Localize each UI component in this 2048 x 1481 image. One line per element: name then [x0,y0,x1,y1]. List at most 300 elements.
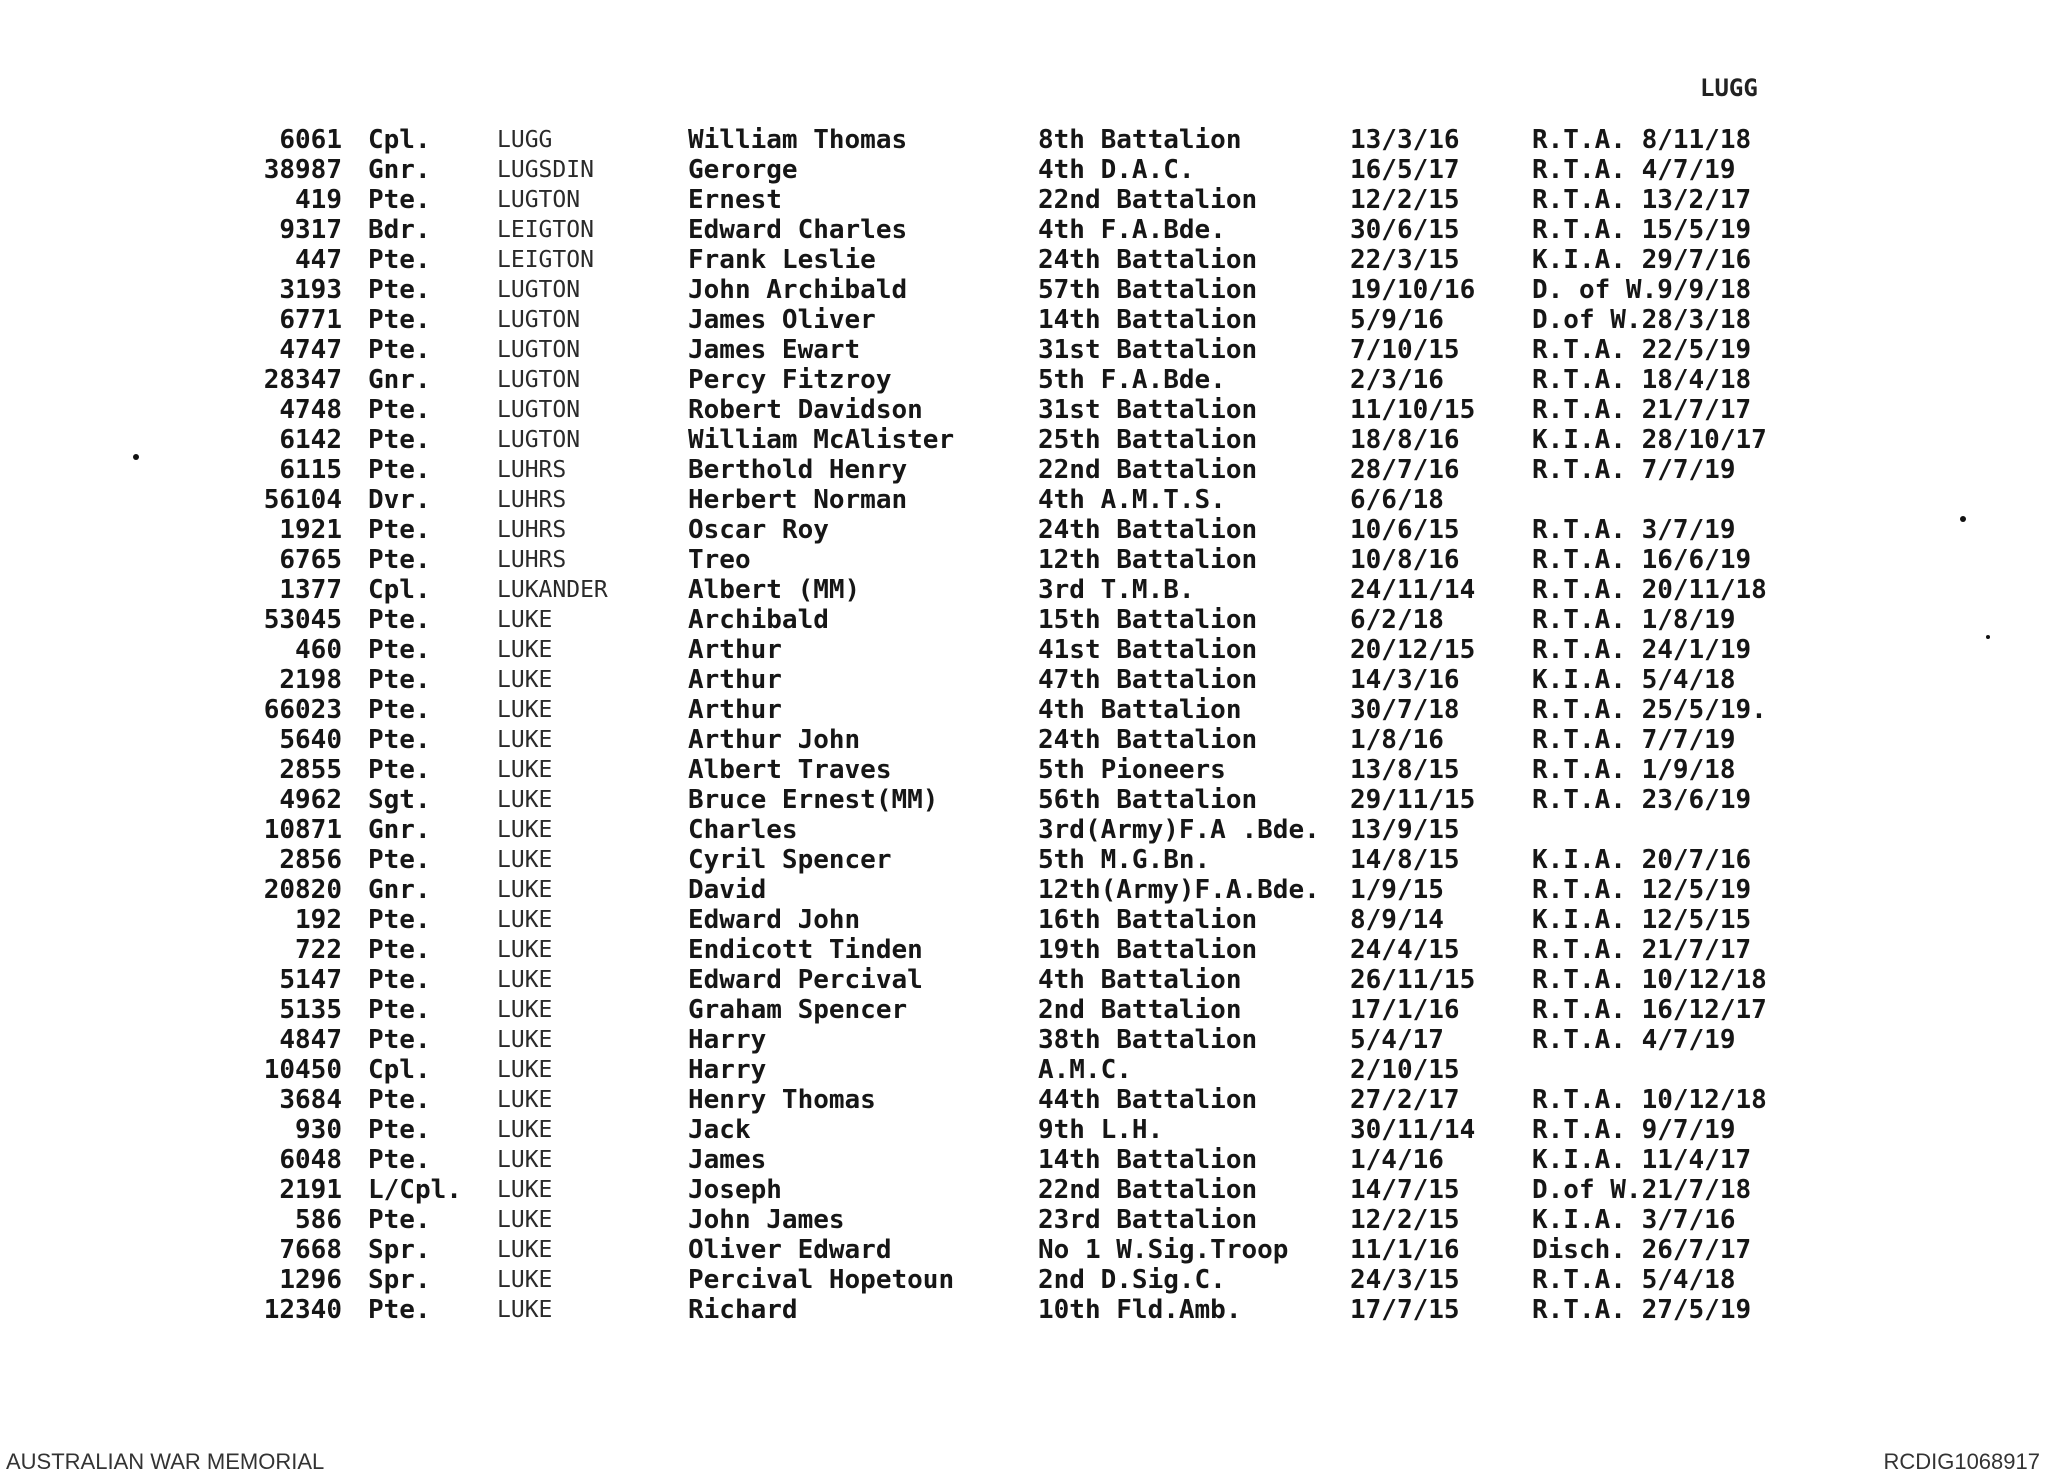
surname: LUHRS [497,457,567,483]
enlistment-date: 7/10/15 [1350,335,1460,365]
ink-speck [1986,635,1990,639]
table-row [0,545,2048,575]
unit: 47th Battalion [1038,665,1258,695]
fate: K.I.A. 29/7/16 [1532,245,1752,275]
fate: R.T.A. 21/7/17 [1532,935,1752,965]
fate: K.I.A. 28/10/17 [1532,425,1767,455]
fate: D.of W.21/7/18 [1532,1175,1752,1205]
service-number: 66023 [263,695,342,725]
enlistment-date: 1/8/16 [1350,725,1444,755]
service-number: 5640 [279,725,342,755]
table-row [0,125,2048,155]
unit: 31st Battalion [1038,395,1258,425]
surname: LUKE [497,1237,553,1263]
given-names: Henry Thomas [688,1085,876,1115]
table-row [0,935,2048,965]
table-row [0,755,2048,785]
enlistment-date: 2/10/15 [1350,1055,1460,1085]
rank: Pte. [368,425,431,455]
fate: R.T.A. 5/4/18 [1532,1265,1736,1295]
service-number: 9317 [279,215,342,245]
table-row [0,1025,2048,1055]
service-number: 930 [295,1115,342,1145]
rank: Gnr. [368,155,431,185]
rank: Cpl. [368,125,431,155]
fate: R.T.A. 10/12/18 [1532,965,1767,995]
given-names: John James [688,1205,845,1235]
rank: Pte. [368,1205,431,1235]
unit: 9th L.H. [1038,1115,1164,1145]
enlistment-date: 10/6/15 [1350,515,1460,545]
enlistment-date: 12/2/15 [1350,185,1460,215]
given-names: William Thomas [688,125,908,155]
unit: 5th F.A.Bde. [1038,365,1226,395]
rank: Bdr. [368,215,431,245]
service-number: 6048 [279,1145,342,1175]
fate: Disch. 26/7/17 [1532,1235,1752,1265]
enlistment-date: 29/11/15 [1350,785,1476,815]
surname: LUKE [497,1087,553,1113]
surname: LUKE [497,1267,553,1293]
given-names: Albert (MM) [688,575,861,605]
surname: LUKE [497,607,553,633]
service-number: 28347 [263,365,342,395]
table-row [0,965,2048,995]
unit: 19th Battalion [1038,935,1258,965]
unit: 3rd(Army)F.A .Bde. [1038,815,1320,845]
fate: R.T.A. 3/7/19 [1532,515,1736,545]
rank: Pte. [368,275,431,305]
surname: LUKE [497,1207,553,1233]
fate: R.T.A. 4/7/19 [1532,155,1736,185]
unit: 22nd Battalion [1038,185,1258,215]
fate: K.I.A. 11/4/17 [1532,1145,1752,1175]
service-number: 2191 [279,1175,342,1205]
surname: LUKE [497,667,553,693]
table-row [0,575,2048,605]
rank: Gnr. [368,365,431,395]
surname: LUGTON [497,427,581,453]
fate: R.T.A. 24/1/19 [1532,635,1752,665]
rank: Pte. [368,635,431,665]
unit: 12th(Army)F.A.Bde. [1038,875,1320,905]
unit: No 1 W.Sig.Troop [1038,1235,1289,1265]
fate: R.T.A. 12/5/19 [1532,875,1752,905]
enlistment-date: 13/9/15 [1350,815,1460,845]
given-names: Treo [688,545,751,575]
unit: 14th Battalion [1038,1145,1258,1175]
given-names: Richard [688,1295,798,1325]
enlistment-date: 16/5/17 [1350,155,1460,185]
enlistment-date: 6/2/18 [1350,605,1444,635]
table-row [0,1235,2048,1265]
surname: LUKE [497,967,553,993]
unit: 44th Battalion [1038,1085,1258,1115]
service-number: 2198 [279,665,342,695]
rank: Pte. [368,905,431,935]
fate: R.T.A. 22/5/19 [1532,335,1752,365]
table-row [0,845,2048,875]
given-names: Edward Charles [688,215,908,245]
enlistment-date: 5/9/16 [1350,305,1444,335]
service-number: 38987 [263,155,342,185]
ink-speck [133,454,139,460]
given-names: Albert Traves [688,755,892,785]
table-row [0,635,2048,665]
enlistment-date: 2/3/16 [1350,365,1444,395]
surname: LUKE [497,727,553,753]
service-number: 722 [295,935,342,965]
service-number: 1921 [279,515,342,545]
fate: R.T.A. 23/6/19 [1532,785,1752,815]
surname: LUGTON [497,367,581,393]
service-number: 10450 [263,1055,342,1085]
surname: LUKE [497,697,553,723]
surname: LUKE [497,907,553,933]
service-number: 2856 [279,845,342,875]
surname-index-heading: LUGG [1700,74,1758,102]
unit: 4th D.A.C. [1038,155,1195,185]
rank: Gnr. [368,875,431,905]
enlistment-date: 24/3/15 [1350,1265,1460,1295]
given-names: James [688,1145,767,1175]
rank: Pte. [368,665,431,695]
rank: Pte. [368,1115,431,1145]
unit: 31st Battalion [1038,335,1258,365]
fate: R.T.A. 10/12/18 [1532,1085,1767,1115]
surname: LUGG [497,127,553,153]
service-number: 6061 [279,125,342,155]
service-number: 10871 [263,815,342,845]
given-names: James Oliver [688,305,876,335]
table-row [0,455,2048,485]
fate: R.T.A. 18/4/18 [1532,365,1752,395]
enlistment-date: 30/11/14 [1350,1115,1476,1145]
enlistment-date: 20/12/15 [1350,635,1476,665]
unit: 12th Battalion [1038,545,1258,575]
rank: Pte. [368,245,431,275]
given-names: Arthur [688,695,782,725]
unit: 5th Pioneers [1038,755,1226,785]
table-row [0,1265,2048,1295]
unit: 24th Battalion [1038,725,1258,755]
unit: 5th M.G.Bn. [1038,845,1211,875]
unit: 22nd Battalion [1038,1175,1258,1205]
surname: LUGTON [497,277,581,303]
table-row [0,725,2048,755]
service-number: 12340 [263,1295,342,1325]
table-row [0,1055,2048,1085]
table-row [0,215,2048,245]
service-number: 192 [295,905,342,935]
surname: LUKE [497,997,553,1023]
unit: 3rd T.M.B. [1038,575,1195,605]
service-number: 6142 [279,425,342,455]
given-names: Oscar Roy [688,515,829,545]
service-number: 447 [295,245,342,275]
rank: Pte. [368,845,431,875]
service-number: 4748 [279,395,342,425]
enlistment-date: 13/3/16 [1350,125,1460,155]
enlistment-date: 12/2/15 [1350,1205,1460,1235]
rank: Pte. [368,1025,431,1055]
enlistment-date: 1/4/16 [1350,1145,1444,1175]
service-number: 4847 [279,1025,342,1055]
fate: K.I.A. 5/4/18 [1532,665,1736,695]
given-names: Robert Davidson [688,395,923,425]
surname: LUKE [497,1147,553,1173]
enlistment-date: 14/7/15 [1350,1175,1460,1205]
table-row [0,1295,2048,1325]
rank: Spr. [368,1235,431,1265]
table-row [0,515,2048,545]
enlistment-date: 18/8/16 [1350,425,1460,455]
unit: 23rd Battalion [1038,1205,1258,1235]
enlistment-date: 27/2/17 [1350,1085,1460,1115]
given-names: Harry [688,1025,767,1055]
fate: R.T.A. 7/7/19 [1532,725,1736,755]
enlistment-date: 19/10/16 [1350,275,1476,305]
unit: 24th Battalion [1038,245,1258,275]
rank: Sgt. [368,785,431,815]
rank: Pte. [368,935,431,965]
unit: 4th A.M.T.S. [1038,485,1226,515]
fate: D.of W.28/3/18 [1532,305,1752,335]
fate: R.T.A. 4/7/19 [1532,1025,1736,1055]
rank: Pte. [368,695,431,725]
rank: Pte. [368,755,431,785]
surname: LUGTON [497,397,581,423]
fate: R.T.A. 15/5/19 [1532,215,1752,245]
rank: Dvr. [368,485,431,515]
rank: Pte. [368,1295,431,1325]
fate: R.T.A. 27/5/19 [1532,1295,1752,1325]
unit: 16th Battalion [1038,905,1258,935]
given-names: Edward John [688,905,861,935]
rank: Pte. [368,185,431,215]
rank: Pte. [368,335,431,365]
given-names: William McAlister [688,425,955,455]
service-number: 3684 [279,1085,342,1115]
surname: LUGTON [497,337,581,363]
rank: Pte. [368,545,431,575]
rank: Pte. [368,1145,431,1175]
rank: L/Cpl. [368,1175,462,1205]
unit: 14th Battalion [1038,305,1258,335]
unit: 8th Battalion [1038,125,1242,155]
fate: R.T.A. 13/2/17 [1532,185,1752,215]
fate: R.T.A. 20/11/18 [1532,575,1767,605]
table-row [0,425,2048,455]
given-names: Joseph [688,1175,782,1205]
enlistment-date: 30/6/15 [1350,215,1460,245]
service-number: 20820 [263,875,342,905]
fate: K.I.A. 20/7/16 [1532,845,1752,875]
surname: LUKE [497,757,553,783]
service-number: 6765 [279,545,342,575]
given-names: Berthold Henry [688,455,908,485]
surname: LUHRS [497,517,567,543]
surname: LUKE [497,1117,553,1143]
fate: R.T.A. 7/7/19 [1532,455,1736,485]
surname: LUKE [497,877,553,903]
table-row [0,1115,2048,1145]
enlistment-date: 24/4/15 [1350,935,1460,965]
given-names: Oliver Edward [688,1235,892,1265]
unit: A.M.C. [1038,1055,1132,1085]
unit: 22nd Battalion [1038,455,1258,485]
fate: R.T.A. 21/7/17 [1532,395,1752,425]
table-row [0,1085,2048,1115]
unit: 2nd D.Sig.C. [1038,1265,1226,1295]
given-names: John Archibald [688,275,908,305]
fate: R.T.A. 8/11/18 [1532,125,1752,155]
service-number: 4962 [279,785,342,815]
enlistment-date: 17/7/15 [1350,1295,1460,1325]
given-names: Herbert Norman [688,485,908,515]
unit: 2nd Battalion [1038,995,1242,1025]
enlistment-date: 14/8/15 [1350,845,1460,875]
surname: LEIGTON [497,247,594,273]
table-row [0,305,2048,335]
fate: D. of W.9/9/18 [1532,275,1752,305]
unit: 10th Fld.Amb. [1038,1295,1242,1325]
fate: R.T.A. 16/6/19 [1532,545,1752,575]
rank: Pte. [368,995,431,1025]
service-number: 460 [295,635,342,665]
rank: Pte. [368,605,431,635]
unit: 57th Battalion [1038,275,1258,305]
table-row [0,785,2048,815]
table-row [0,605,2048,635]
rank: Pte. [368,965,431,995]
rank: Pte. [368,515,431,545]
ink-speck [1960,516,1966,522]
given-names: Graham Spencer [688,995,908,1025]
enlistment-date: 24/11/14 [1350,575,1476,605]
unit: 38th Battalion [1038,1025,1258,1055]
enlistment-date: 13/8/15 [1350,755,1460,785]
given-names: Cyril Spencer [688,845,892,875]
given-names: Harry [688,1055,767,1085]
table-row [0,395,2048,425]
surname: LEIGTON [497,217,594,243]
service-number: 6115 [279,455,342,485]
service-number: 4747 [279,335,342,365]
surname: LUKE [497,1297,553,1323]
rank: Cpl. [368,575,431,605]
fate: K.I.A. 12/5/15 [1532,905,1752,935]
enlistment-date: 28/7/16 [1350,455,1460,485]
given-names: Jack [688,1115,751,1145]
fate: K.I.A. 3/7/16 [1532,1205,1736,1235]
service-number: 2855 [279,755,342,785]
table-row [0,815,2048,845]
archive-label: AUSTRALIAN WAR MEMORIAL [6,1449,325,1474]
enlistment-date: 22/3/15 [1350,245,1460,275]
surname: LUHRS [497,487,567,513]
given-names: Arthur [688,665,782,695]
table-row [0,365,2048,395]
unit: 25th Battalion [1038,425,1258,455]
given-names: Archibald [688,605,829,635]
surname: LUHRS [497,547,567,573]
surname: LUKE [497,937,553,963]
table-row [0,245,2048,275]
service-number: 6771 [279,305,342,335]
unit: 4th Battalion [1038,695,1242,725]
given-names: Percy Fitzroy [688,365,892,395]
unit: 24th Battalion [1038,515,1258,545]
given-names: Arthur John [688,725,861,755]
enlistment-date: 8/9/14 [1350,905,1444,935]
given-names: Frank Leslie [688,245,876,275]
unit: 15th Battalion [1038,605,1258,635]
given-names: Gerorge [688,155,798,185]
rank: Pte. [368,455,431,485]
table-row [0,1175,2048,1205]
table-row [0,695,2048,725]
enlistment-date: 1/9/15 [1350,875,1444,905]
fate: R.T.A. 25/5/19. [1532,695,1767,725]
given-names: Endicott Tinden [688,935,923,965]
enlistment-date: 11/1/16 [1350,1235,1460,1265]
enlistment-date: 14/3/16 [1350,665,1460,695]
table-row [0,875,2048,905]
surname: LUGTON [497,307,581,333]
rank: Pte. [368,395,431,425]
enlistment-date: 26/11/15 [1350,965,1476,995]
given-names: Percival Hopetoun [688,1265,955,1295]
table-row [0,185,2048,215]
surname: LUKE [497,1027,553,1053]
rank: Pte. [368,1085,431,1115]
table-row [0,275,2048,305]
surname: LUKE [497,1177,553,1203]
fate: R.T.A. 1/9/18 [1532,755,1736,785]
service-number: 586 [295,1205,342,1235]
rank: Cpl. [368,1055,431,1085]
service-number: 5147 [279,965,342,995]
table-row [0,995,2048,1025]
unit: 56th Battalion [1038,785,1258,815]
unit: 41st Battalion [1038,635,1258,665]
surname: LUKE [497,847,553,873]
given-names: Arthur [688,635,782,665]
table-row [0,485,2048,515]
given-names: Bruce Ernest(MM) [688,785,939,815]
enlistment-date: 5/4/17 [1350,1025,1444,1055]
table-row [0,905,2048,935]
rank: Spr. [368,1265,431,1295]
unit: 4th F.A.Bde. [1038,215,1226,245]
table-row [0,1205,2048,1235]
rank: Pte. [368,725,431,755]
given-names: Ernest [688,185,782,215]
service-number: 7668 [279,1235,342,1265]
given-names: Edward Percival [688,965,923,995]
service-number: 5135 [279,995,342,1025]
surname: LUKE [497,637,553,663]
service-number: 56104 [263,485,342,515]
service-number: 3193 [279,275,342,305]
given-names: James Ewart [688,335,861,365]
service-number: 53045 [263,605,342,635]
fate: R.T.A. 16/12/17 [1532,995,1767,1025]
unit: 4th Battalion [1038,965,1242,995]
surname: LUKE [497,1057,553,1083]
surname: LUKE [497,817,553,843]
